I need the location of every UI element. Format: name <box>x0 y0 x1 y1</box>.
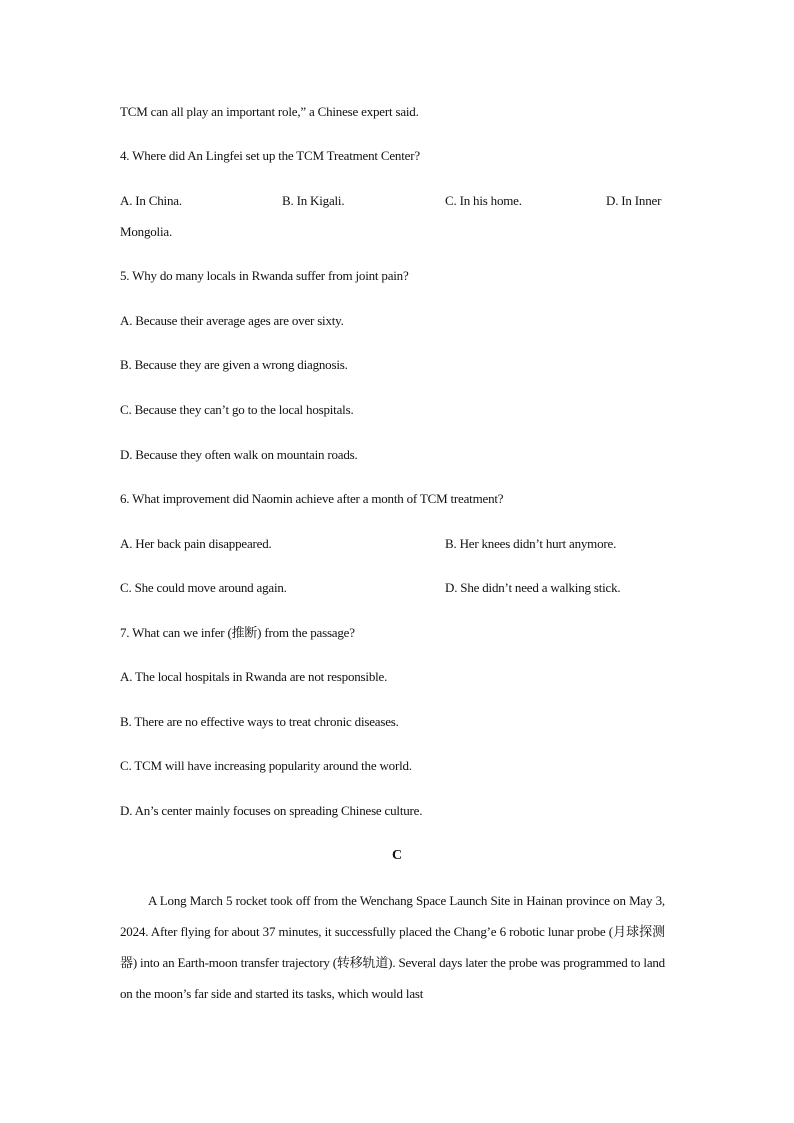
question-6-option-a: A. Her back pain disappeared. <box>120 536 272 551</box>
section-title: C <box>392 848 402 863</box>
question-7-option-d: D. An’s center mainly focuses on spreading Chinese culture. <box>120 803 423 818</box>
question-6-stem: 6. What improvement did Naomin achieve after a month of TCM treatment? <box>120 491 504 506</box>
question-7-stem: 7. What can we infer (推断) from the passage? <box>120 625 355 640</box>
question-7-option-b: B. There are no effective ways to treat chronic diseases. <box>120 714 399 729</box>
question-6-option-c: C. She could move around again. <box>120 580 287 595</box>
question-5-option-d: D. Because they often walk on mountain roads. <box>120 447 358 462</box>
question-6-option-b: B. Her knees didn’t hurt anymore. <box>445 536 617 551</box>
question-4-option-a: A. In China. <box>120 193 182 208</box>
question-4-stem: 4. Where did An Lingfei set up the TCM Treatment Center? <box>120 148 420 163</box>
question-5-option-a: A. Because their average ages are over sixty. <box>120 313 344 328</box>
question-7-option-a: A. The local hospitals in Rwanda are not responsible. <box>120 669 388 684</box>
question-4-option-d: D. In Inner <box>606 193 662 208</box>
question-4-option-c: C. In his home. <box>445 193 522 208</box>
question-4-option-d-wrap: Mongolia. <box>120 224 173 239</box>
question-5-option-c: C. Because they can’t go to the local hospitals. <box>120 402 354 417</box>
question-5-option-b: B. Because they are given a wrong diagnosis. <box>120 357 348 372</box>
question-4-option-b: B. In Kigali. <box>282 193 345 208</box>
question-7-option-c: C. TCM will have increasing popularity around the world. <box>120 758 412 773</box>
question-6-option-d: D. She didn’t need a walking stick. <box>445 580 621 595</box>
question-5-stem: 5. Why do many locals in Rwanda suffer from joint pain? <box>120 268 409 283</box>
intro-tail-text: TCM can all play an important role,” a Chinese expert said. <box>120 104 419 119</box>
passage-paragraph: A Long March 5 rocket took off from the Wenchang Space Launch Site in Hainan province on May 3, 2024. After flying for about 37 minutes, it successfully placed the Chang’e 6 robotic lunar probe (月球探测器) into an Earth-moon transfer trajectory (转移轨道). Several days later the probe was programmed to land on the moon’s far side and started its tasks, which would last <box>120 893 665 1001</box>
